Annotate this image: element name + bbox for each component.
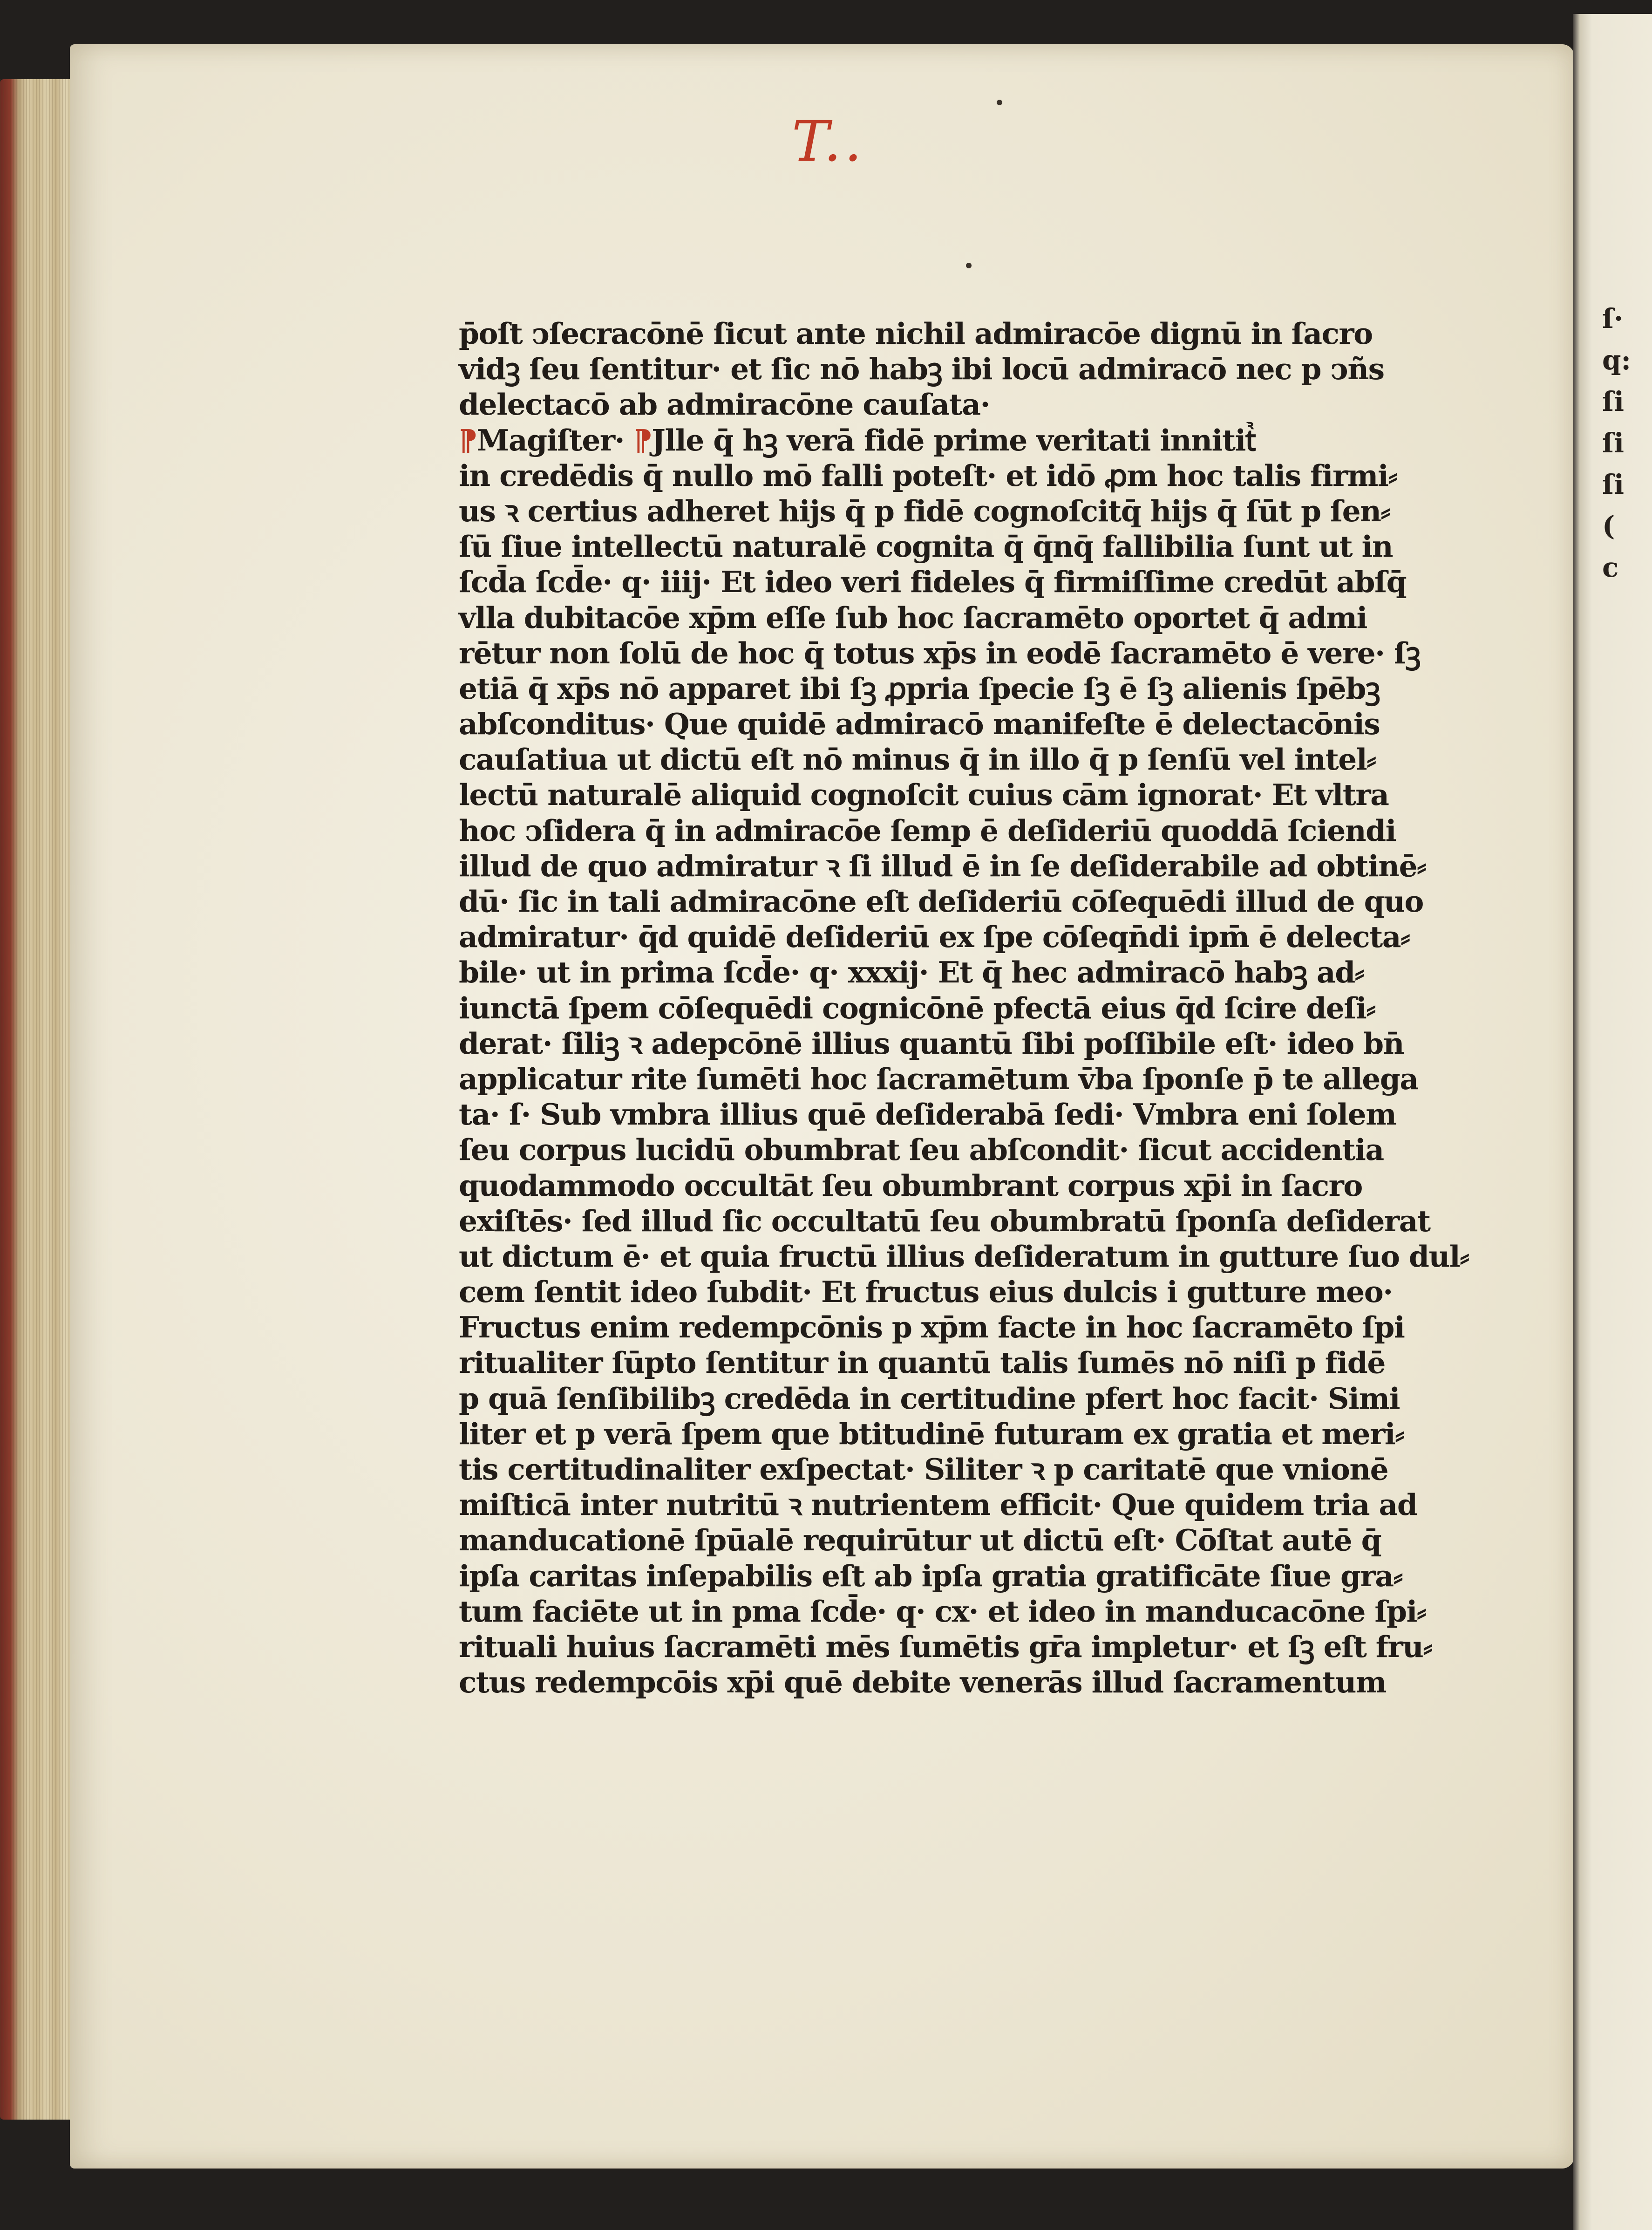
right-page-line xyxy=(1602,920,1652,962)
right-page-line xyxy=(1602,1127,1652,1169)
text-line: etiā q̄ xp̄s nō apparet ibi ſꝫ ꝓpria ſpecie ſꝫ ē ſꝫ alienis ſpēbꝫ xyxy=(459,671,1380,706)
right-page-line xyxy=(1602,1874,1652,1915)
text-line: delectacō ab admiracōne cauſata· xyxy=(459,387,990,422)
text-line: ipſa caritas inſepabilis eſt ab ipſa gratia gratificāte ſiue gra⸗ xyxy=(459,1558,1403,1593)
right-page-line xyxy=(1602,1625,1652,1666)
text-line: manducationē ſpūalē requirūtur ut dictū eſt· Cōſtat autē q̄ xyxy=(459,1523,1381,1558)
text-line: cauſatiua ut dictū eſt nō minus q̄ in illo q̄ p ſenſū vel intel⸗ xyxy=(459,742,1376,777)
right-page-line xyxy=(1602,1708,1652,1749)
right-page-line xyxy=(1602,1376,1652,1418)
text-line: us ꝛ certius adheret hijs q̄ p fidē cognoſcitq̄ hijs q̄ ſūt p ſen⸗ xyxy=(459,493,1390,528)
right-page-line xyxy=(1602,713,1652,754)
right-page-line: c xyxy=(1602,552,1619,583)
right-page-line xyxy=(1602,879,1652,920)
right-page-line xyxy=(1602,1252,1652,1293)
right-page-line xyxy=(1602,1044,1652,1086)
text-line: ut dictum ē· et quia fructū illius deſideratum in gutture ſuo dul⸗ xyxy=(459,1239,1469,1274)
right-page-line xyxy=(1602,1003,1652,1044)
text-line: rituali huius ſacramēti mēs ſumētis gr̄a impletur· et ſꝫ eſt fru⸗ xyxy=(459,1629,1432,1664)
right-page-line xyxy=(1602,754,1652,796)
text-line: ctus redempcōis xp̄i quē debite venerās illud ſacramentum xyxy=(459,1665,1387,1700)
text-line: derat· ſiliꝫ ꝛ adepcōnē illius quantū ſibi poſſibile eſt· ideo bn̄ xyxy=(459,1026,1404,1061)
right-page-line: ſ· xyxy=(1602,303,1624,334)
right-page-line xyxy=(1602,1666,1652,1708)
right-page-line xyxy=(1602,1749,1652,1791)
right-page-text xyxy=(1602,298,1652,1957)
right-page-line: ( xyxy=(1602,510,1615,542)
right-page-line xyxy=(1602,671,1652,713)
text-line: ſeu corpus lucidū obumbrat ſeu abſcondit· ſicut accidentia xyxy=(459,1132,1384,1167)
right-page-line xyxy=(1602,1791,1652,1832)
text-line: vidꝫ ſeu ſentitur· et ſic nō habꝫ ibi locū admiracō nec p ↄñs xyxy=(459,352,1384,387)
right-page-line xyxy=(1602,962,1652,1003)
right-page-line xyxy=(1602,1335,1652,1376)
right-page-line xyxy=(1602,1915,1652,1957)
text-line: vlla dubitacōe xp̄m eſſe ſub hoc ſacramēto oportet q̄ admi xyxy=(459,600,1367,635)
text-line: in credēdis q̄ nullo mō falli poteſt· et idō ꝓm hoc talis firmi⸗ xyxy=(459,458,1397,493)
ink-dot xyxy=(997,100,1002,105)
text-line: tis certitudinaliter exſpectat· Siliter ꝛ p caritatē que vnionē xyxy=(459,1452,1388,1487)
right-page-line: ſi xyxy=(1602,427,1624,459)
text-line: abſconditus· Que quidē admiracō manifeſte ē delectacōnis xyxy=(459,707,1380,742)
right-page-line xyxy=(1602,796,1652,837)
text-line: applicatur rite ſumēti hoc ſacramētum v̄ba ſponſe p̄ te allega xyxy=(459,1061,1418,1096)
text-line: dū· ſic in tali admiracōne eſt deſideriū cōſequēdi illud de quo xyxy=(459,884,1423,919)
text-line: liter et p verā ſpem que btitudinē futuram ex gratia et meri⸗ xyxy=(459,1416,1404,1451)
right-page-line xyxy=(1602,1832,1652,1874)
right-page-line xyxy=(1602,1169,1652,1210)
text-line: admiratur· q̄d quidē deſideriū ex ſpe cōſeqn̄di ipm̄ ē delecta⸗ xyxy=(459,920,1410,955)
right-page-line xyxy=(1602,1293,1652,1335)
text-line: ⁋Magiſter· ⁋Jlle q̄ hꝫ verā fidē prime veritati innititᷣ xyxy=(459,423,1256,457)
text-column xyxy=(459,316,1469,1700)
text-line: ta· ſ· Sub vmbra illius quē deſiderabā ſedi· Vmbra eni ſolem xyxy=(459,1097,1396,1132)
text-line: ſū ſiue intellectū naturalē cognita q̄ q̄nq̄ fallibilia ſunt ut in xyxy=(459,529,1393,564)
right-page-line: ſi xyxy=(1602,469,1624,500)
right-page-line xyxy=(1602,588,1652,630)
right-page-line: q: xyxy=(1602,344,1631,376)
text-line: ſcd̄a ſcd̄e· q· iiij· Et ideo veri fideles q̄ firmiſſime credūt abſq̄ xyxy=(459,565,1407,600)
right-page-line xyxy=(1602,1459,1652,1500)
text-line: Fructus enim redempcōnis p xp̄m facte in hoc ſacramēto ſpi xyxy=(459,1310,1405,1345)
text-line: bile· ut in prima ſcd̄e· q· xxxij· Et q̄ hec admiracō habꝫ ad⸗ xyxy=(459,955,1364,990)
right-page-line xyxy=(1602,1418,1652,1459)
text-line: illud de quo admiratur ꝛ ſi illud ē in ſe deſiderabile ad obtinē⸗ xyxy=(459,848,1426,883)
text-line: ritualiter ſūpto ſentitur in quantū talis ſumēs nō niſi p fidē xyxy=(459,1345,1385,1380)
text-line: cem ſentit ideo ſubdit· Et fructus eius dulcis i gutture meo· xyxy=(459,1275,1393,1309)
right-page-line xyxy=(1602,1583,1652,1625)
right-page-line xyxy=(1602,630,1652,671)
right-page-line xyxy=(1602,1086,1652,1127)
text-line: p̄oſt ↄſecracōnē ſicut ante nichil admiracōe dignū in ſacro xyxy=(459,316,1373,351)
right-page-line: ſi xyxy=(1602,386,1624,417)
text-line: lectū naturalē aliquid cognoſcit cuius cām ignorat· Et vltra xyxy=(459,777,1389,812)
text-line: quodammodo occultāt ſeu obumbrant corpus xp̄i in ſacro xyxy=(459,1168,1362,1203)
right-page-line xyxy=(1602,1542,1652,1583)
text-line: iunctā ſpem cōſequēdi cognicōnē pfectā eius q̄d ſcire deſi⸗ xyxy=(459,990,1375,1025)
right-page-line xyxy=(1602,1210,1652,1252)
right-page-line xyxy=(1602,837,1652,879)
text-line: tum faciēte ut in pma ſcd̄e· q· cx· et ideo in manducacōne ſpi⸗ xyxy=(459,1594,1426,1629)
text-line: rētur non ſolū de hoc q̄ totus xp̄s in eodē ſacramēto ē vere· ſꝫ xyxy=(459,635,1421,670)
ink-dot xyxy=(966,263,972,268)
text-line: hoc ↄſidera q̄ in admiracōe ſemp ē deſideriū quoddā ſciendi xyxy=(459,813,1396,848)
page-headline-rubric: T.. xyxy=(792,109,865,174)
text-line: p quā ſenſibilibꝫ credēda in certitudine pfert hoc facit· Simi xyxy=(459,1381,1400,1416)
text-line: exiſtēs· ſed illud ſic occultatū ſeu obumbratū ſponſa deſiderat xyxy=(459,1203,1430,1238)
text-line: miſticā inter nutritū ꝛ nutrientem efficit· Que quidem tria ad xyxy=(459,1487,1417,1522)
right-page-line xyxy=(1602,1500,1652,1542)
